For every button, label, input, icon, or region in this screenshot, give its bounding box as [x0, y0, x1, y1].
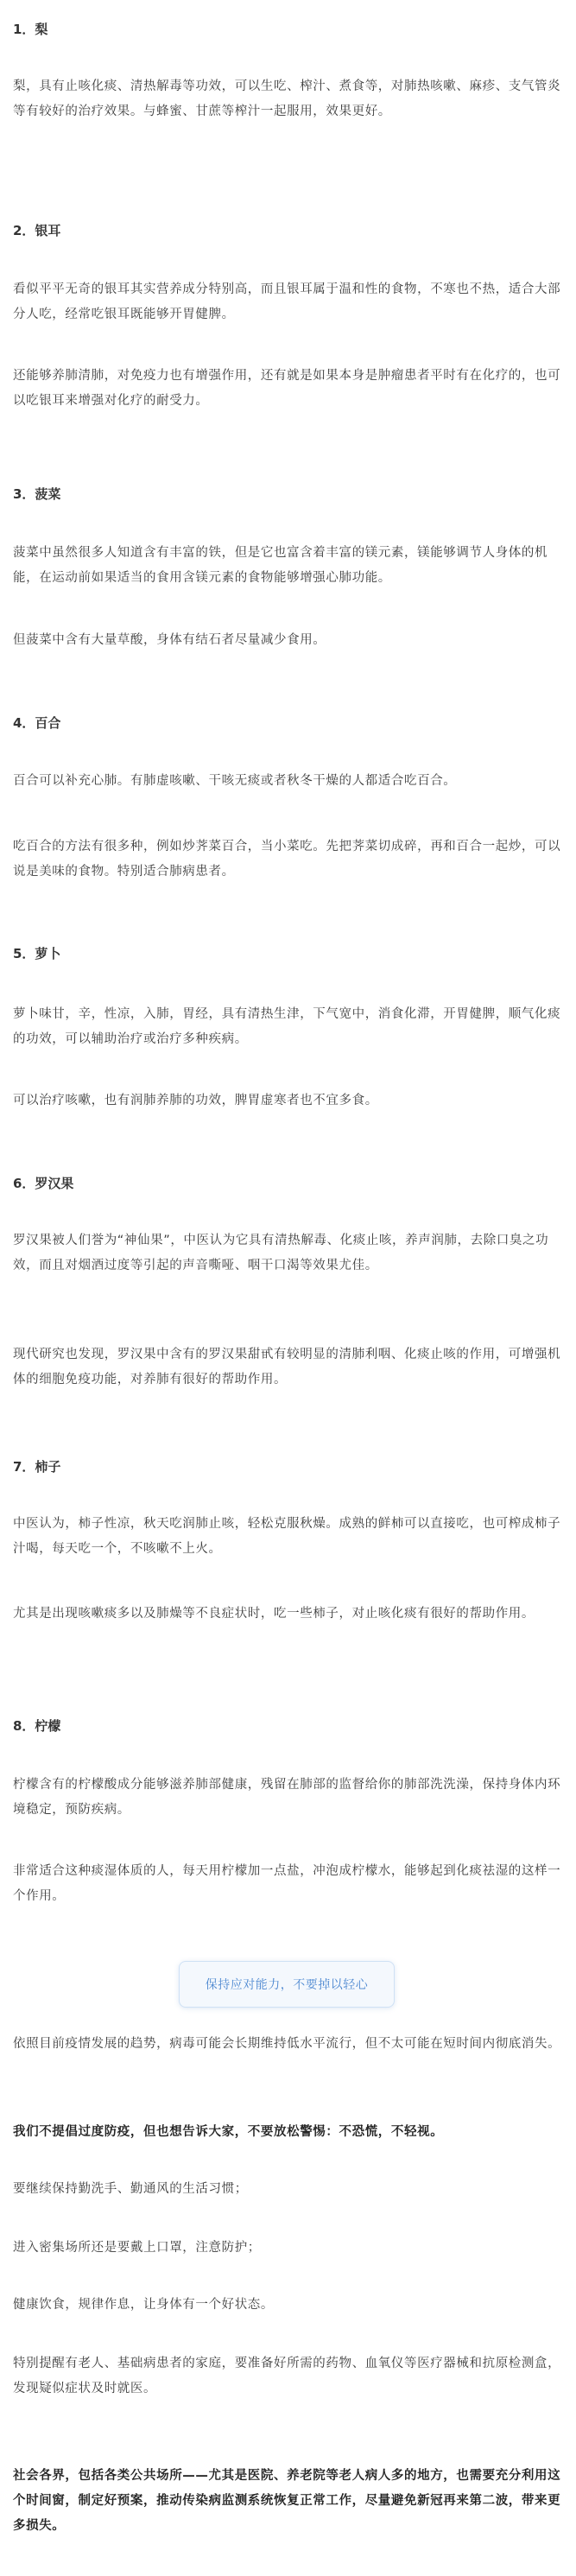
section-heading-tremella: 2．银耳: [13, 223, 61, 238]
closing-paragraph: 依照目前疫情发展的趋势，病毒可能会长期维持低水平流行，但不太可能在短时间内彻底消失。: [13, 2037, 561, 2051]
callout-banner: [179, 1961, 395, 2008]
section-heading-monk-fruit: 6．罗汉果: [13, 1176, 74, 1191]
section-paragraph: 尤其是出现咳嗽痰多以及肺燥等不良症状时，吃一些柿子，对止咳化痰有很好的帮助作用。: [13, 1607, 535, 1621]
section-heading-spinach: 3．菠菜: [13, 486, 61, 502]
callout-banner-text: 保持应对能力，不要掉以轻心: [205, 1978, 369, 1992]
section-paragraph: 非常适合这种痰湿体质的人，每天用柠檬加一点盐，冲泡成柠檬水，能够起到化痰祛湿的这样一个作用。: [13, 1864, 561, 1903]
closing-paragraph: 健康饮食，规律作息，让身体有一个好状态。: [13, 2298, 274, 2312]
section-paragraph: 看似平平无奇的银耳其实营养成分特别高，而且银耳属于温和性的食物，不寒也不热，适合大部分人吃，经常吃银耳既能够开胃健脾。: [13, 282, 561, 321]
section-paragraph: 菠菜中虽然很多人知道含有丰富的铁，但是它也富含着丰富的镁元素，镁能够调节人身体的机能，在运动前如果适当的食用含镁元素的食物能够增强心肺功能。: [13, 546, 548, 585]
section-heading-lily: 4．百合: [13, 715, 61, 731]
section-paragraph: 中医认为，柿子性凉，秋天吃润肺止咳，轻松克服秋燥。成熟的鲜柿可以直接吃，也可榨成柿子汁喝，每天吃一个，不咳嗽不上火。: [13, 1517, 561, 1556]
section-paragraph: 吃百合的方法有很多种，例如炒荠菜百合，当小菜吃。先把荠菜切成碎，再和百合一起炒，可以说是美味的食物。特别适合肺病患者。: [13, 840, 561, 879]
section-heading-pear: 1．梨: [13, 22, 48, 37]
section-paragraph: 但菠菜中含有大量草酸，身体有结石者尽量减少食用。: [13, 633, 326, 647]
section-paragraph: 柠檬含有的柠檬酸成分能够滋养肺部健康，残留在肺部的监督给你的肺部洗洗澡，保持身体内环境稳定，预防疾病。: [13, 1778, 561, 1817]
section-paragraph: 百合可以补充心肺。有肺虚咳嗽、干咳无痰或者秋冬干燥的人都适合吃百合。: [13, 774, 457, 788]
section-paragraph: 罗汉果被人们誉为“神仙果”，中医认为它具有清热解毒、化痰止咳，养声润肺，去除口臭之功效，而且对烟酒过度等引起的声音嘶哑、咽干口渴等效果尤佳。: [13, 1234, 549, 1272]
closing-paragraph: 进入密集场所还是要戴上口罩，注意防护；: [13, 2241, 261, 2255]
closing-paragraph: 要继续保持勤洗手、勤通风的生活习惯；: [13, 2182, 248, 2196]
section-heading-lemon: 8．柠檬: [13, 1718, 61, 1734]
section-paragraph: 可以治疗咳嗽，也有润肺养肺的功效，脾胃虚寒者也不宜多食。: [13, 1094, 378, 1107]
section-paragraph: 萝卜味甘，辛，性凉，入肺，胃经，具有清热生津，下气宽中，消食化滞，开胃健脾，顺气化痰的功效，可以辅助治疗或治疗多种疾病。: [13, 1007, 561, 1046]
closing-paragraph: 特别提醒有老人、基础病患者的家庭，要准备好所需的药物、血氧仪等医疗器械和抗原检测盒，发现疑似症状及时就医。: [13, 2357, 561, 2395]
section-paragraph: 还能够养肺清肺，对免疫力也有增强作用，还有就是如果本身是肿瘤患者平时有在化疗的，也可以吃银耳来增强对化疗的耐受力。: [13, 369, 561, 408]
section-heading-persimmon: 7．柿子: [13, 1459, 61, 1475]
section-heading-radish: 5．萝卜: [13, 946, 61, 961]
closing-paragraph-bold: 社会各界，包括各类公共场所——尤其是医院、养老院等老人病人多的地方，也需要充分利用这个时间窗，制定好预案，推动传染病监测系统恢复正常工作，尽量避免新冠再来第二波，带来更多损失。: [13, 2469, 561, 2533]
closing-paragraph-bold: 我们不提倡过度防疫，但也想告诉大家，不要放松警惕：不恐慌，不轻视。: [13, 2125, 444, 2139]
section-paragraph: 现代研究也发现，罗汉果中含有的罗汉果甜甙有较明显的清肺利咽、化痰止咳的作用，可增强机体的细胞免疫功能，对养肺有很好的帮助作用。: [13, 1348, 561, 1386]
section-paragraph: 梨，具有止咳化痰、清热解毒等功效，可以生吃、榨汁、煮食等，对肺热咳嗽、麻疹、支气管炎等有较好的治疗效果。与蜂蜜、甘蔗等榨汁一起服用，效果更好。: [13, 79, 561, 118]
